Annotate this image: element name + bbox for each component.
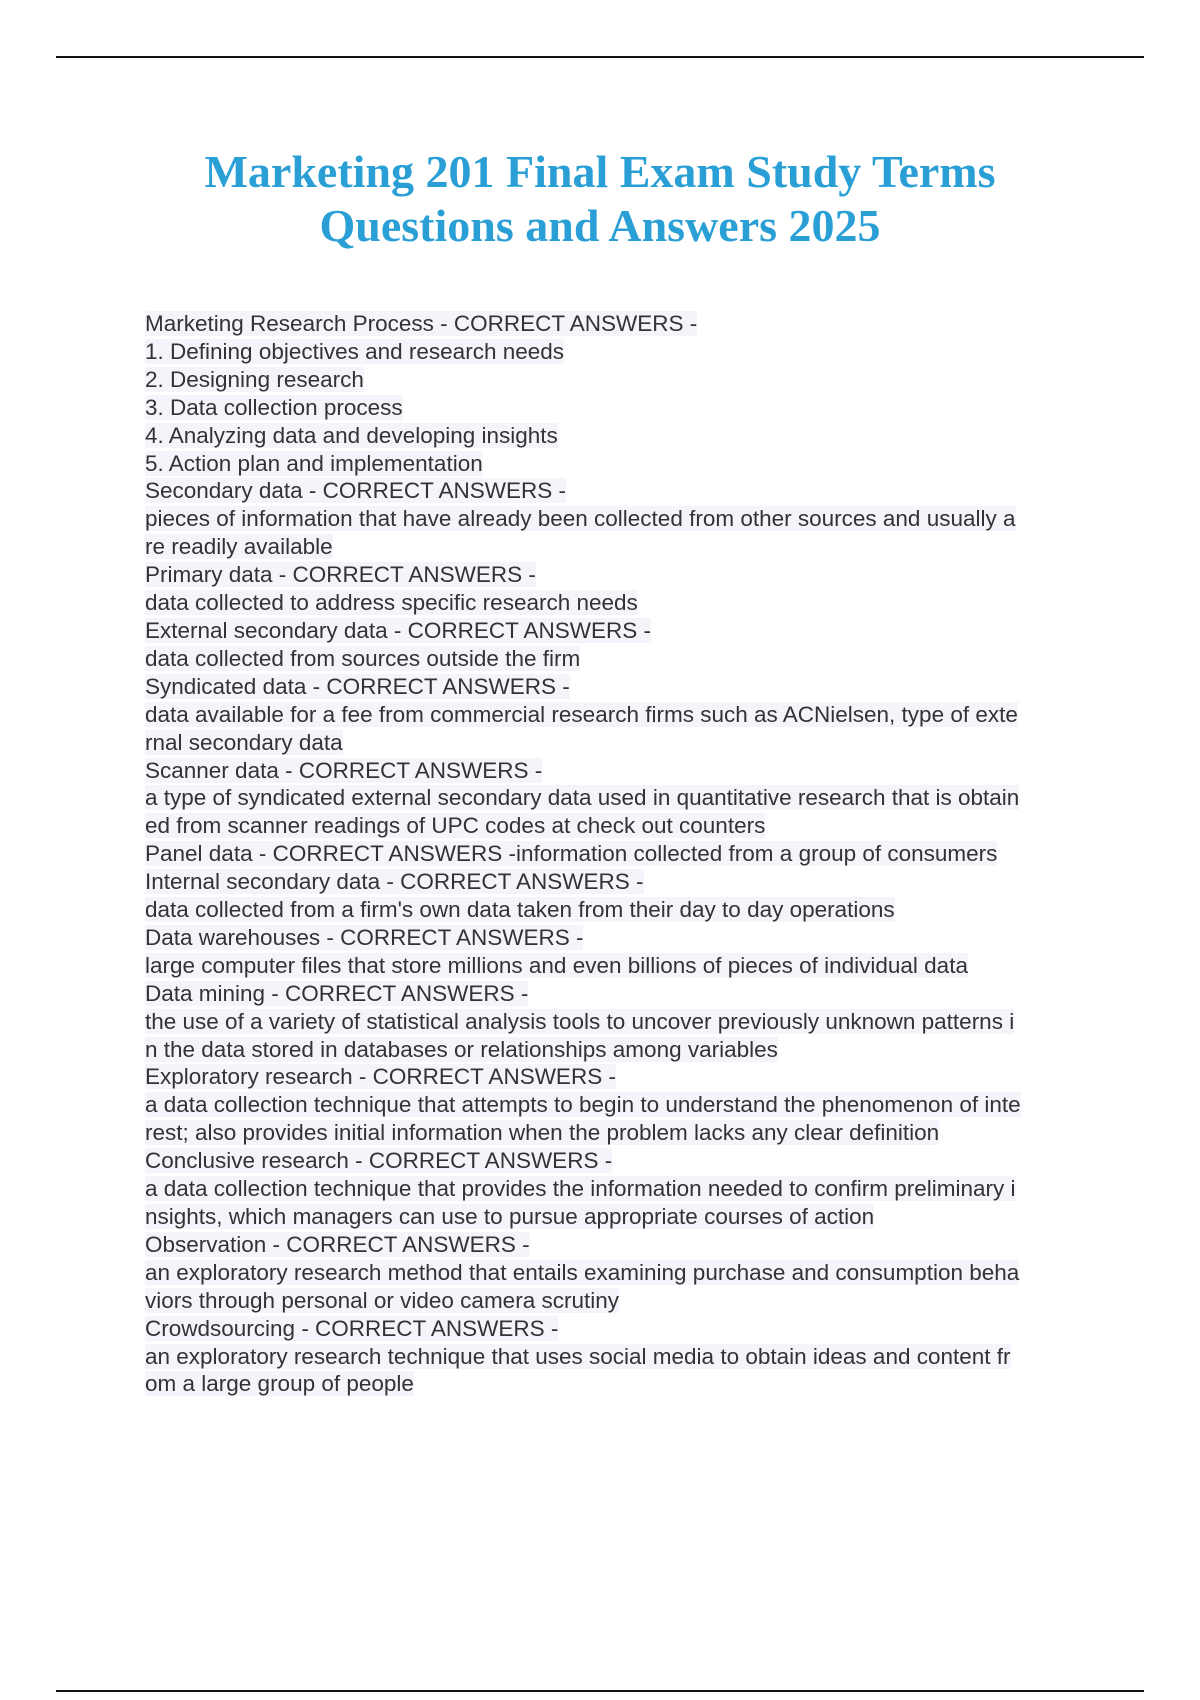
text-line	[145, 924, 1085, 952]
text-line-content: 4. Analyzing data and developing insights	[145, 422, 558, 448]
text-line	[145, 310, 1085, 338]
text-line-content: a data collection technique that attempts to begin to understand the phenomenon of inte	[145, 1092, 1021, 1118]
text-line	[145, 1036, 1085, 1064]
text-line-content: Scanner data - CORRECT ANSWERS -	[145, 757, 543, 783]
text-line	[145, 422, 1085, 450]
text-line-content: Observation - CORRECT ANSWERS -	[145, 1231, 530, 1257]
text-line-content: Data warehouses - CORRECT ANSWERS -	[145, 924, 584, 950]
text-line	[145, 980, 1085, 1008]
text-line-content: 1. Defining objectives and research needs	[145, 338, 565, 364]
text-line	[145, 896, 1085, 924]
text-line-content: pieces of information that have already been collected from other sources and usually a	[145, 506, 1016, 532]
title-line-1: Marketing 201 Final Exam Study Terms	[204, 146, 996, 197]
text-line	[145, 952, 1085, 980]
document-title	[0, 145, 1200, 253]
document-body	[145, 310, 1085, 1398]
text-line	[145, 1315, 1085, 1343]
text-line	[145, 561, 1085, 589]
text-line	[145, 1008, 1085, 1036]
text-line-content: an exploratory research method that entails examining purchase and consumption beha	[145, 1259, 1020, 1285]
text-line-content: re readily available	[145, 534, 333, 560]
text-line	[145, 505, 1085, 533]
text-line-content: rnal secondary data	[145, 729, 343, 755]
text-line	[145, 1091, 1085, 1119]
text-line	[145, 366, 1085, 394]
text-line	[145, 784, 1085, 812]
text-line	[145, 533, 1085, 561]
text-line	[145, 812, 1085, 840]
text-line	[145, 868, 1085, 896]
text-line	[145, 1259, 1085, 1287]
text-line-content: a data collection technique that provides the information needed to confirm preliminary i	[145, 1176, 1016, 1202]
text-line	[145, 757, 1085, 785]
text-line-content: External secondary data - CORRECT ANSWERS -	[145, 617, 651, 643]
top-rule	[56, 56, 1144, 58]
text-line-content: n the data stored in databases or relationships among variables	[145, 1036, 778, 1062]
text-line	[145, 701, 1085, 729]
text-line-content: data collected from a firm's own data taken from their day to day operations	[145, 897, 895, 923]
text-line	[145, 1175, 1085, 1203]
text-line-content: Syndicated data - CORRECT ANSWERS -	[145, 673, 570, 699]
text-line-content: data available for a fee from commercial research firms such as ACNielsen, type of exte	[145, 701, 1018, 727]
text-line-content: nsights, which managers can use to pursue appropriate courses of action	[145, 1204, 875, 1229]
text-line-content: large computer files that store millions and even billions of pieces of individual data	[145, 952, 968, 978]
text-line-content: data collected to address specific research needs	[145, 590, 638, 616]
text-line	[145, 617, 1085, 645]
text-line-content: 5. Action plan and implementation	[145, 450, 483, 476]
text-line	[145, 1119, 1085, 1147]
text-line-content: an exploratory research technique that uses social media to obtain ideas and content fr	[145, 1343, 1011, 1369]
text-line	[145, 1147, 1085, 1175]
text-line	[145, 394, 1085, 422]
text-line	[145, 1370, 1085, 1398]
text-line-content: rest; also provides initial information when the problem lacks any clear definition	[145, 1120, 940, 1146]
text-line	[145, 477, 1085, 505]
text-line-content: viors through personal or video camera scrutiny	[145, 1287, 619, 1313]
text-line	[145, 338, 1085, 366]
text-line-content: Marketing Research Process - CORRECT ANSWERS -	[145, 311, 698, 336]
text-line-content: Exploratory research - CORRECT ANSWERS -	[145, 1064, 616, 1090]
text-line	[145, 1287, 1085, 1315]
text-line	[145, 1231, 1085, 1259]
text-line-content: 3. Data collection process	[145, 394, 403, 420]
text-line-content: the use of a variety of statistical analysis tools to uncover previously unknown patterns i	[145, 1008, 1015, 1034]
text-line	[145, 673, 1085, 701]
text-line-content: data collected from sources outside the firm	[145, 645, 581, 671]
text-line	[145, 840, 1085, 868]
text-line-content: om a large group of people	[145, 1371, 414, 1397]
text-line	[145, 1203, 1085, 1231]
text-line	[145, 729, 1085, 757]
text-line	[145, 450, 1085, 478]
text-line-content: Internal secondary data - CORRECT ANSWERS -	[145, 869, 644, 895]
text-line-content: Conclusive research - CORRECT ANSWERS -	[145, 1148, 613, 1174]
text-line-content: Data mining - CORRECT ANSWERS -	[145, 980, 529, 1006]
text-line	[145, 1063, 1085, 1091]
text-line-content: Crowdsourcing - CORRECT ANSWERS -	[145, 1315, 559, 1341]
text-line	[145, 645, 1085, 673]
text-line-content: Panel data - CORRECT ANSWERS -information collected from a group of consumers	[145, 841, 998, 867]
text-line	[145, 1343, 1085, 1371]
bottom-rule	[56, 1690, 1144, 1692]
text-line-content: ed from scanner readings of UPC codes at check out counters	[145, 813, 766, 839]
title-line-2: Questions and Answers 2025	[319, 200, 881, 251]
text-line	[145, 589, 1085, 617]
text-line-content: Primary data - CORRECT ANSWERS -	[145, 562, 536, 588]
text-line-content: Secondary data - CORRECT ANSWERS -	[145, 478, 566, 504]
text-line-content: 2. Designing research	[145, 366, 364, 392]
text-line-content: a type of syndicated external secondary data used in quantitative research that is obtain	[145, 785, 1020, 811]
